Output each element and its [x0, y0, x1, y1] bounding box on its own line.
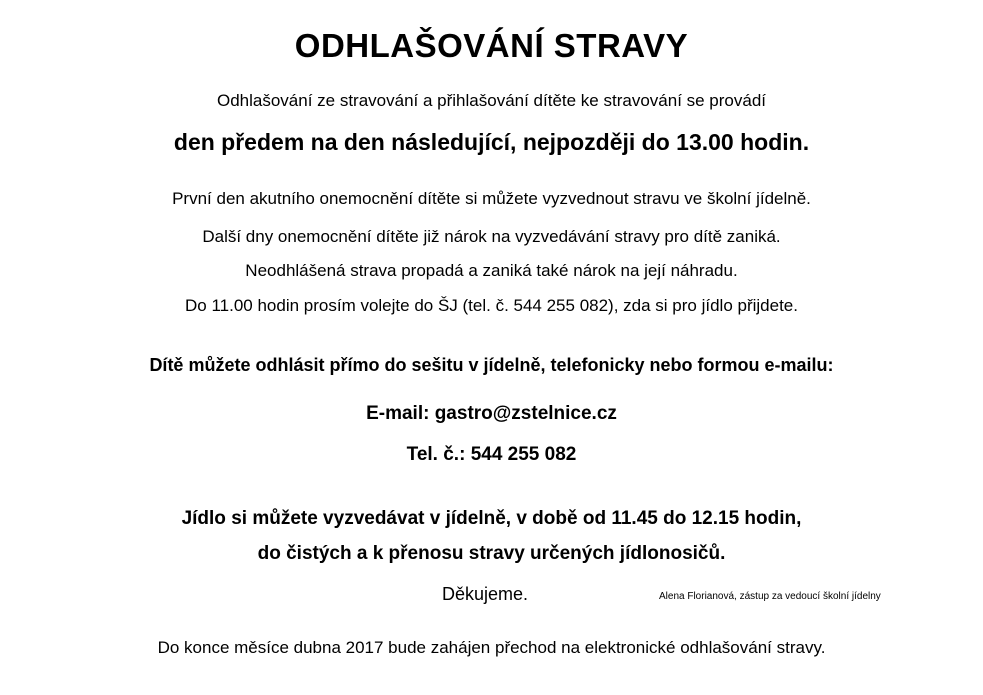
phone-contact: Tel. č.: 544 255 082	[406, 444, 577, 465]
pickup-time-text: Jídlo si můžete vyzvedávat v jídelně, v době od 11.45 do 12.15 hodin,	[181, 508, 802, 529]
pickup-container-text: do čistých a k přenosu stravy určených jídlonosičů.	[257, 543, 726, 564]
thanks-text: Děkujeme.	[442, 584, 529, 604]
footer-text: Do konce měsíce dubna 2017 bude zahájen přechod na elektronické odhlašování stravy.	[157, 638, 826, 657]
rule-call-before: Do 11.00 hodin prosím volejte do ŠJ (tel. č. 544 255 082), zda si pro jídlo přijdete.	[185, 296, 798, 315]
rule-unsubscribed: Neodhlášená strava propadá a zaniká také nárok na její náhradu.	[245, 261, 738, 280]
howto-text: Dítě můžete odhlásit přímo do sešitu v jídelně, telefonicky nebo formou e-mailu:	[149, 355, 834, 375]
rule-further-days: Další dny onemocnění dítěte již nárok na vyzvedávání stravy pro dítě zaniká.	[202, 227, 781, 246]
rule-first-day: První den akutního onemocnění dítěte si můžete vyzvednout stravu ve školní jídelně.	[172, 189, 811, 208]
notice-title: ODHLAŠOVÁNÍ STRAVY	[294, 27, 689, 64]
email-contact: E-mail: gastro@zstelnice.cz	[366, 403, 617, 424]
signature-text: Alena Florianová, zástup za vedoucí školní jídelny	[659, 591, 881, 602]
deadline-text: den předem na den následující, nejpozději do 13.00 hodin.	[173, 129, 810, 155]
intro-text: Odhlašování ze stravování a přihlašování dítěte ke stravování se provádí	[216, 91, 767, 110]
